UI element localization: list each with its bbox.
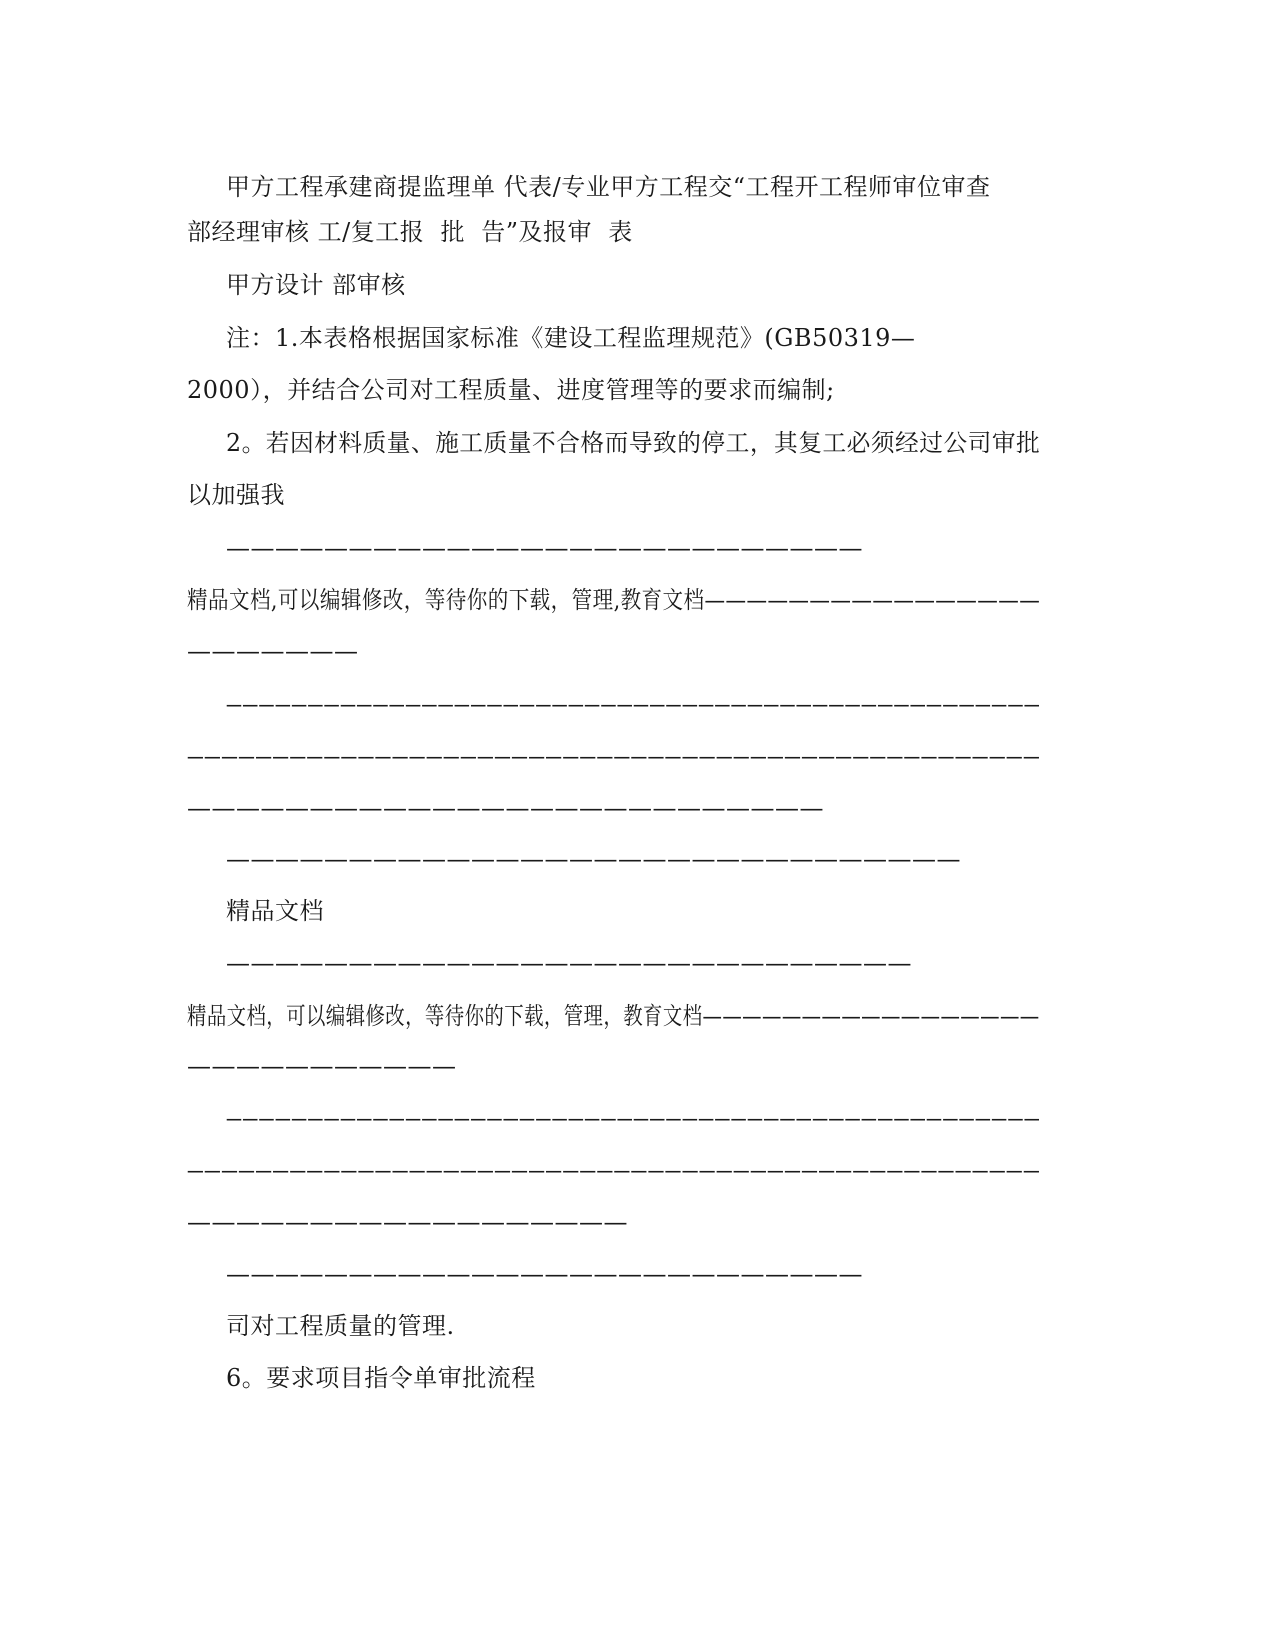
- text-line-11: 司对工程质量的管理.: [226, 1312, 455, 1340]
- separator-line-3: ——————————————————————————————————————————————————: [226, 690, 1040, 718]
- text-line-5: 2000），并结合公司对工程质量、进度管理等的要求而编制;: [187, 376, 835, 404]
- text-line-10: 精品文档，可以编辑修改，等待你的下载，管理，教育文档—————————————————: [187, 1002, 1040, 1030]
- text-line-4: 注：1.本表格根据国家标准《建设工程监理规范》(GB50319—: [226, 324, 916, 352]
- text-line-2: 部经理审核 工/复工报 批 告”及报审 表: [187, 218, 633, 246]
- text-line-3: 甲方设计 部审核: [226, 271, 406, 299]
- separator-line-9: ——————————————————————————————————————————————————: [226, 1104, 1040, 1132]
- separator-line-8: ———————————: [187, 1052, 457, 1080]
- text-line-6: 2。若因材料质量、施工质量不合格而导致的停工，其复工必须经过公司审批: [226, 429, 1041, 457]
- separator-line-5: ——————————————————————————: [187, 794, 824, 822]
- separator-line-7: ————————————————————————————: [226, 949, 912, 977]
- separator-line-2: ———————: [187, 637, 359, 665]
- text-line-1: 甲方工程承建商提监理单 代表/专业甲方工程交“工程开工程师审位审查: [226, 173, 991, 201]
- text-line-12: 6。要求项目指令单审批流程: [226, 1364, 536, 1392]
- separator-line-4: ——————————————————————————————————————————————————: [187, 742, 1040, 770]
- separator-line-12: ——————————————————————————: [226, 1260, 863, 1288]
- text-line-7: 以加强我: [187, 481, 285, 509]
- separator-line-6: ——————————————————————————————: [226, 845, 961, 873]
- text-line-8: 精品文档,可以编辑修改，等待你的下载，管理,教育文档————————————————: [187, 586, 1041, 614]
- separator-line-11: ——————————————————: [187, 1208, 628, 1236]
- separator-line-10: ——————————————————————————————————————————————————: [187, 1156, 1040, 1184]
- separator-line-1: ——————————————————————————: [226, 534, 863, 562]
- text-line-9: 精品文档: [226, 897, 324, 925]
